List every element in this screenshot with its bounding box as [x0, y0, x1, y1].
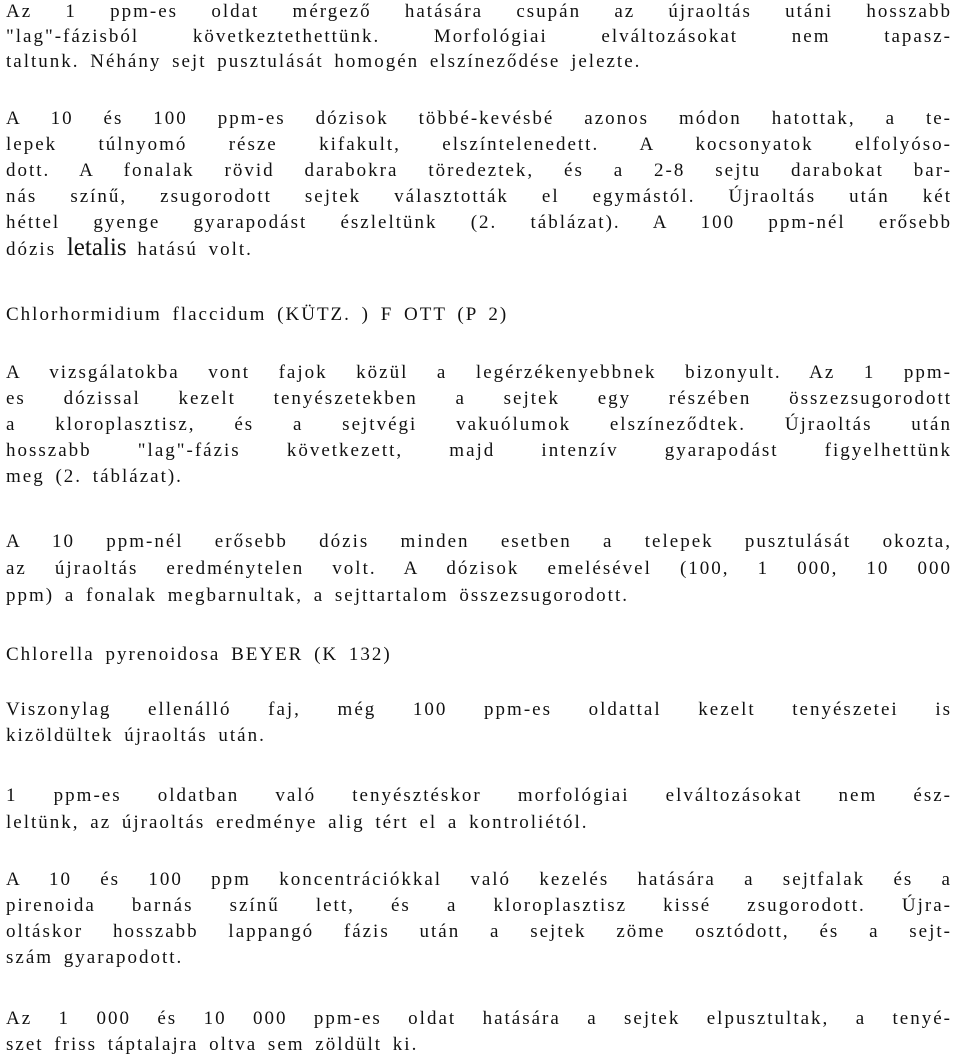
- text-line: az újraoltás eredménytelen volt. A dózisok emelésével (100, 1 000, 10 000: [6, 558, 952, 579]
- text-line: leltünk, az újraoltás eredménye alig tért el a kontroliétól.: [6, 812, 589, 833]
- text-line: pirenoida barnás színű lett, és a kloroplasztisz kissé zsugorodott. Újra-: [6, 895, 952, 916]
- text-line: 1 ppm-es oldatban való tenyésztéskor morfológiai elváltozásokat nem ész-: [6, 785, 952, 806]
- text-line: lepek túlnyomó része kifakult, elszíntelenedett. A kocsonyatok elfolyóso-: [6, 134, 952, 155]
- species-heading: Chlorella pyrenoidosa BEYER (K 132): [6, 644, 392, 665]
- text-line: Az 1 000 és 10 000 ppm-es oldat hatására a sejtek elpusztultak, a tenyé-: [6, 1008, 952, 1029]
- text-line: oltáskor hosszabb lappangó fázis után a sejtek zöme osztódott, és a sejt-: [6, 921, 952, 942]
- text-line: szám gyarapodott.: [6, 947, 184, 968]
- text-line: A 10 és 100 ppm koncentrációkkal való kezelés hatására a sejtfalak és a: [6, 869, 952, 890]
- text-line: meg (2. táblázat).: [6, 466, 183, 487]
- text-line: [6, 236, 952, 262]
- line-start: dózis: [6, 239, 57, 260]
- text-line: dott. A fonalak rövid darabokra töredeztek, és a 2-8 sejtu darabokat bar-: [6, 160, 952, 181]
- text-line: A 10 ppm-nél erősebb dózis minden esetben a telepek pusztulását okozta,: [6, 531, 952, 552]
- text-line: nás színű, zsugorodott sejtek választották el egymástól. Újraoltás után két: [6, 186, 952, 207]
- text-line: a kloroplasztisz, és a sejtvégi vakuólumok elszíneződtek. Újraoltás után: [6, 414, 952, 435]
- text-line: hosszabb "lag"-fázis következett, majd intenzív gyarapodást figyelhettünk: [6, 440, 952, 461]
- text-line: "lag"-fázisból következtethettünk. Morfológiai elváltozásokat nem tapasz-: [6, 26, 952, 47]
- text-line: szet friss táptalajra oltva sem zöldült ki.: [6, 1034, 419, 1055]
- text-line: kizöldültek újraoltás után.: [6, 725, 266, 746]
- text-line: ppm) a fonalak megbarnultak, a sejttartalom összezsugorodott.: [6, 585, 629, 606]
- text-line: héttel gyenge gyarapodást észleltünk (2. táblázat). A 100 ppm-nél erősebb: [6, 212, 952, 233]
- text-line: A 10 és 100 ppm-es dózisok többé-kevésbé azonos módon hatottak, a te-: [6, 108, 952, 129]
- text-line: Viszonylag ellenálló faj, még 100 ppm-es oldattal kezelt tenyészetei is: [6, 699, 952, 720]
- species-heading: Chlorhormidium flaccidum (KÜTZ. ) F OTT (P 2): [6, 304, 509, 325]
- text-line: taltunk. Néhány sejt pusztulását homogén elszíneződése jelezte.: [6, 51, 642, 72]
- text-line: A vizsgálatokba vont fajok közül a legérzékenyebbnek bizonyult. Az 1 ppm-: [6, 362, 952, 383]
- text-line: es dózissal kezelt tenyészetekben a sejtek egy részében összezsugorodott: [6, 388, 952, 409]
- emphasized-word: letalis: [66, 236, 127, 261]
- text-line: Az 1 ppm-es oldat mérgező hatására csupán az újraoltás utáni hosszabb: [6, 1, 952, 22]
- line-end: hatású volt.: [137, 239, 253, 260]
